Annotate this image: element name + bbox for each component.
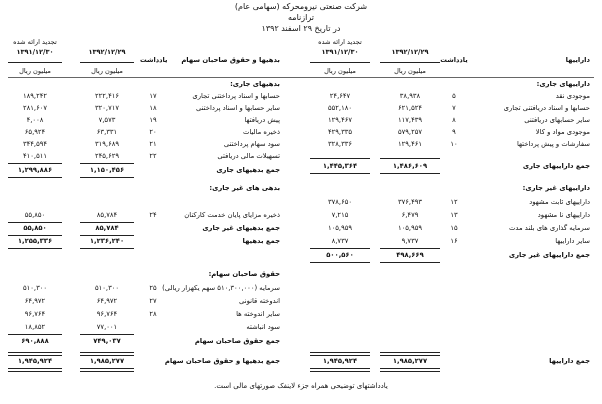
row-label: سود سهام پرداختنی xyxy=(223,140,280,148)
row-value-1391: ۱۸,۸۵۲ xyxy=(24,323,46,331)
row-label: موجودی نقد xyxy=(555,92,590,100)
unit-left-1391: میلیون ریال xyxy=(19,67,51,75)
row-note: ۱۷ xyxy=(149,92,157,100)
row-value-1391: ۵۵,۸۵۰ xyxy=(24,211,46,219)
row-value-1391: ۲۸۱,۶۰۷ xyxy=(22,104,48,112)
statement-date: در تاریخ ۲۹ اسفند ۱۳۹۲ xyxy=(261,24,341,33)
row-label: پیش دریافتها xyxy=(244,116,280,124)
row-value-1391: ۷,۲۱۵ xyxy=(331,211,349,219)
row-note: ۲۱ xyxy=(149,140,157,148)
total-label: جمع بدهیهای جاری xyxy=(216,166,280,174)
row-label: سایر اندوخته ها xyxy=(236,310,280,318)
row-note: ۱۹ xyxy=(149,116,157,124)
row-label: داراییهای ثابت مشهود xyxy=(529,198,590,206)
row-value-1391: ۴۲۹,۳۳۵ xyxy=(327,128,353,136)
row-value-1392: ۶۲۱,۵۲۴ xyxy=(397,104,423,112)
row-note: ۲۴ xyxy=(149,211,157,219)
row-value-1392: ۶,۴۷۹ xyxy=(401,211,419,219)
row-value-1391: ۵۵۲,۱۸۰ xyxy=(327,104,353,112)
total-value-1392: ۷۴۹,۰۳۷ xyxy=(93,337,121,345)
total-label: جمع حقوق صاحبان سهام xyxy=(194,337,280,345)
row-label: ذخیره مزایای پایان خدمت کارکنان xyxy=(184,211,280,219)
row-label: سفارشات و پیش پرداختها xyxy=(516,140,590,148)
row-value-1391: ۴۱۰,۵۱۱ xyxy=(22,152,48,160)
row-note: ۲۰ xyxy=(149,128,157,136)
row-value-1391: ۴,۰۰۸ xyxy=(26,116,44,124)
row-note: ۲۵ xyxy=(149,284,157,292)
total-value-1391: ۱,۹۴۵,۹۲۴ xyxy=(322,357,358,365)
row-value-1392: ۵۷۹,۲۵۷ xyxy=(397,128,423,136)
total-label: جمع داراییهای جاری xyxy=(522,162,590,170)
row-label: حسابها و اسناد پرداختنی تجاری xyxy=(192,92,280,100)
row-value-1392: ۹,۷۳۷ xyxy=(401,237,419,245)
row-value-1391: ۸,۷۳۷ xyxy=(331,237,349,245)
liabilities-header: بدهیها و حقوق صاحبان سهام xyxy=(181,56,280,64)
total-value-1392: ۴۹۸,۶۶۹ xyxy=(396,251,424,259)
total-label: جمع داراییهای غیر جاری xyxy=(508,251,590,259)
total-value-1391: ۱,۲۵۵,۳۳۶ xyxy=(17,237,53,245)
row-label: اندوخته قانونی xyxy=(239,297,280,305)
total-value-1392: ۱,۲۳۶,۲۴۰ xyxy=(89,237,125,245)
restated-label-left: تجدید ارائه شده xyxy=(13,38,57,46)
row-value-1391: ۳۷۸,۶۵۰ xyxy=(327,198,353,206)
row-value-1392: ۳۱۹,۶۸۹ xyxy=(94,140,120,148)
total-value-1392: ۸۵,۷۸۴ xyxy=(95,224,119,232)
row-value-1392: ۹۶,۷۶۴ xyxy=(96,310,118,318)
year-1392-right: ۱۳۹۲/۱۲/۲۹ xyxy=(391,48,429,56)
row-label: ذخیره مالیات xyxy=(242,128,280,136)
noncurrent-assets-heading: داراییهای غیر جاری: xyxy=(522,184,590,192)
assets-header: داراییها xyxy=(565,56,590,64)
total-value-1392: ۱,۴۸۶,۶۰۹ xyxy=(392,162,428,170)
row-value-1392: ۶۳,۳۳۱ xyxy=(96,128,118,136)
equity-heading: حقوق صاحبان سهام: xyxy=(208,270,280,278)
row-note: ۷ xyxy=(452,104,456,112)
row-value-1392: ۲۲۲,۴۱۶ xyxy=(94,92,120,100)
row-value-1391: ۳۴۴,۵۹۴ xyxy=(22,140,48,148)
row-note: ۲۷ xyxy=(149,297,157,305)
company-name: شرکت صنعتی نیرومحرکه (سهامی عام) xyxy=(234,2,368,11)
year-1391-left: ۱۳۹۱/۱۲/۳۰ xyxy=(16,48,54,56)
total-value-1391: ۵۰۰,۵۶۰ xyxy=(326,251,354,259)
total-label: جمع داراییها xyxy=(549,357,590,365)
total-label: جمع بدهیهای غیر جاری xyxy=(202,224,280,232)
noncurrent-liabilities-heading: بدهی های غیر جاری: xyxy=(209,184,280,192)
row-label: تسهیلات مالی دریافتی xyxy=(217,152,280,160)
row-label: سود انباشته xyxy=(246,323,280,331)
restated-label-right: تجدید ارائه شده xyxy=(318,38,362,46)
total-value-1391: ۱,۹۴۵,۹۲۴ xyxy=(17,357,53,365)
total-value-1391: ۶۹۰,۸۸۸ xyxy=(21,337,49,345)
unit-right-1392: میلیون ریال xyxy=(394,67,426,75)
current-liabilities-heading: بدهیهای جاری: xyxy=(230,80,280,88)
row-value-1392: ۵۱۰,۳۰۰ xyxy=(94,284,120,292)
row-value-1391: ۹۶,۷۶۴ xyxy=(24,310,46,318)
unit-left-1392: میلیون ریال xyxy=(91,67,123,75)
row-value-1392: ۳۲۰,۷۱۷ xyxy=(94,104,120,112)
row-value-1391: ۶۴,۹۷۲ xyxy=(24,297,46,305)
total-label: جمع بدهیها xyxy=(242,237,280,245)
row-note: ۱۸ xyxy=(149,104,157,112)
row-value-1392: ۱۱۷,۴۳۹ xyxy=(397,116,423,124)
total-value-1391: ۵۵,۸۵۰ xyxy=(23,224,47,232)
row-label: سایر حسابهای دریافتنی xyxy=(524,116,590,124)
row-value-1391: ۶۵,۹۲۴ xyxy=(24,128,46,136)
row-note: ۹ xyxy=(452,128,456,136)
note-header-left: یادداشت xyxy=(140,56,168,64)
statement-title: ترازنامه xyxy=(288,13,314,22)
row-note: ۸ xyxy=(452,116,456,124)
row-value-1392: ۱۰۵,۹۵۹ xyxy=(397,224,423,232)
row-label: سایر داراییها xyxy=(555,237,590,245)
row-note: ۲۲ xyxy=(149,152,157,160)
row-label: سایر حسابها و اسناد پرداختنی xyxy=(195,104,280,112)
row-value-1392: ۸۵,۷۸۴ xyxy=(96,211,118,219)
row-label: سرمایه (۵۱۰,۳۰۰,۰۰۰ سهم یکهزار ریالی) xyxy=(162,284,280,292)
row-note: ۱۵ xyxy=(450,224,458,232)
total-value-1392: ۱,۹۸۵,۲۷۷ xyxy=(392,357,428,365)
row-value-1392: ۳۷۶,۴۹۳ xyxy=(397,198,423,206)
row-value-1391: ۱۰۵,۹۵۹ xyxy=(327,224,353,232)
row-note: ۵ xyxy=(452,92,456,100)
row-value-1391: ۳۲۸,۳۳۶ xyxy=(327,140,353,148)
row-note: ۱۲ xyxy=(450,198,458,206)
row-note: ۱۰ xyxy=(450,140,458,148)
total-value-1391: ۱,۲۹۹,۸۸۶ xyxy=(17,166,53,174)
row-value-1392: ۷۷,۰۰۱ xyxy=(96,323,118,331)
footnote: یادداشتهای توضیحی همراه جزء لاینفک صورتهای مالی است. xyxy=(214,382,388,390)
row-label: موجودی مواد و کالا xyxy=(535,128,590,136)
row-label: سرمایه گذاری های بلند مدت xyxy=(509,224,590,232)
row-value-1392: ۲۴۵,۶۲۹ xyxy=(94,152,120,160)
unit-right-1391: میلیون ریال xyxy=(324,67,356,75)
row-value-1391: ۱۲۹,۴۶۷ xyxy=(327,116,353,124)
row-note: ۲۸ xyxy=(149,310,157,318)
row-value-1391: ۱۸۹,۲۴۲ xyxy=(22,92,48,100)
row-label: حسابها و اسناد دریافتنی تجاری xyxy=(503,104,590,112)
row-note: ۱۳ xyxy=(450,211,458,219)
total-value-1391: ۱,۴۴۵,۳۶۴ xyxy=(322,162,358,170)
row-value-1392: ۷,۵۷۳ xyxy=(98,116,116,124)
year-1391-right: ۱۳۹۱/۱۲/۳۰ xyxy=(321,48,359,56)
row-label: داراییهای نا مشهود xyxy=(537,211,590,219)
note-header-right: یادداشت xyxy=(440,56,468,64)
row-value-1391: ۲۴,۶۴۷ xyxy=(329,92,351,100)
year-1392-left: ۱۳۹۲/۱۲/۲۹ xyxy=(88,48,126,56)
row-value-1392: ۶۴,۹۷۲ xyxy=(96,297,118,305)
current-assets-heading: داراییهای جاری: xyxy=(536,80,590,88)
row-value-1392: ۳۸,۹۳۸ xyxy=(399,92,421,100)
row-value-1392: ۱۲۹,۴۶۱ xyxy=(397,140,423,148)
row-note: ۱۶ xyxy=(450,237,458,245)
total-value-1392: ۱,۱۵۰,۴۵۶ xyxy=(89,166,125,174)
total-value-1392: ۱,۹۸۵,۲۷۷ xyxy=(89,357,125,365)
total-label: جمع بدهیها و حقوق صاحبان سهام xyxy=(164,357,280,365)
row-value-1391: ۵۱۰,۳۰۰ xyxy=(22,284,48,292)
